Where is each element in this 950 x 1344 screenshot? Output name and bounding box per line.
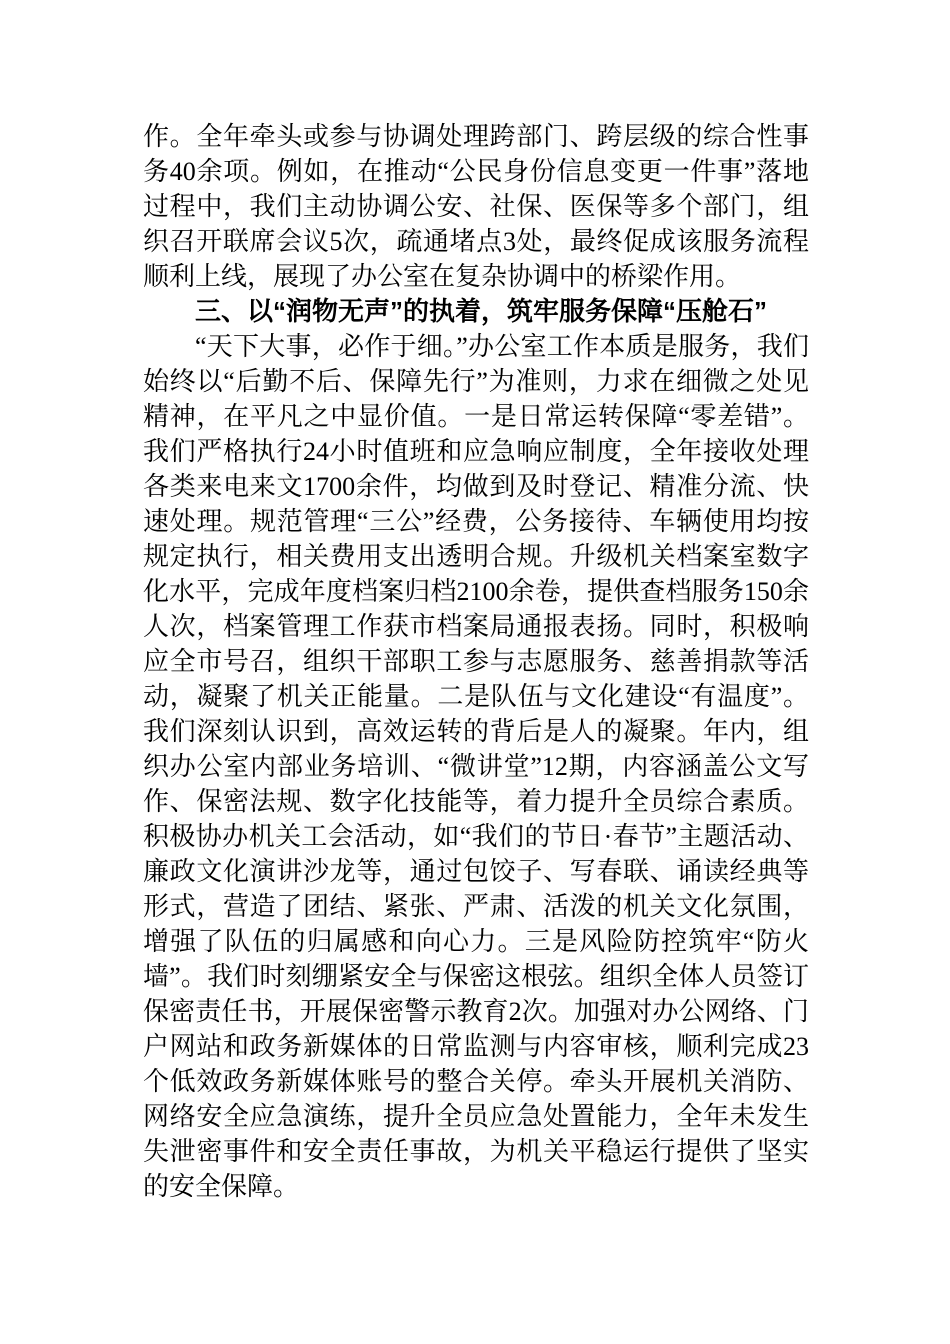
section-heading: 三、以“润物无声”的执着，筑牢服务保障“压舱石”: [195, 296, 768, 326]
document-body: [143, 119, 809, 1204]
paragraph-body: “天下大事，必作于细。”办公室工作本质是服务，我们始终以“后勤不后、保障先行”为准则，力求在细微之处见精神，在平凡之中显价值。一是日常运转保障“零差错”。我们严格执行24小时值班和应急响应制度，全年接收处理各类来电来文1700余件，均做到及时登记、精准分流、快速处理。规范管理“三公”经费，公务接待、车辆使用均按规定执行，相关费用支出透明合规。升级机关档案室数字化水平，完成年度档案归档2100余卷，提供查档服务150余人次，档案管理工作获市档案局通报表扬。同时，积极响应全市号召，组织干部职工参与志愿服务、慈善捐款等活动，凝聚了机关正能量。二是队伍与文化建设“有温度”。我们深刻认识到，高效运转的背后是人的凝聚。年内，组织办公室内部业务培训、“微讲堂”12期，内容涵盖公文写作、保密法规、数字化技能等，着力提升全员综合素质。积极协办机关工会活动，如“我们的节日·春节”主题活动、廉政文化演讲沙龙等，通过包饺子、写春联、诵读经典等形式，营造了团结、紧张、严肃、活泼的机关文化氛围，增强了队伍的归属感和向心力。三是风险防控筑牢“防火墙”。我们时刻绷紧安全与保密这根弦。组织全体人员签订保密责任书，开展保密警示教育2次。加强对办公网络、门户网站和政务新媒体的日常监测与内容审核，顺利完成23个低效政务新媒体账号的整合关停。牵头开展机关消防、网络安全应急演练，提升全员应急处置能力，全年未发生失泄密事件和安全责任事故，为机关平稳运行提供了坚实的安全保障。: [143, 332, 809, 1201]
paragraph-continuation: 作。全年牵头或参与协调处理跨部门、跨层级的综合性事务40余项。例如，在推动“公民身份信息变更一件事”落地过程中，我们主动协调公安、社保、医保等多个部门，组织召开联席会议5次，疏通堵点3处，最终促成该服务流程顺利上线，展现了办公室在复杂协调中的桥梁作用。: [143, 122, 809, 291]
